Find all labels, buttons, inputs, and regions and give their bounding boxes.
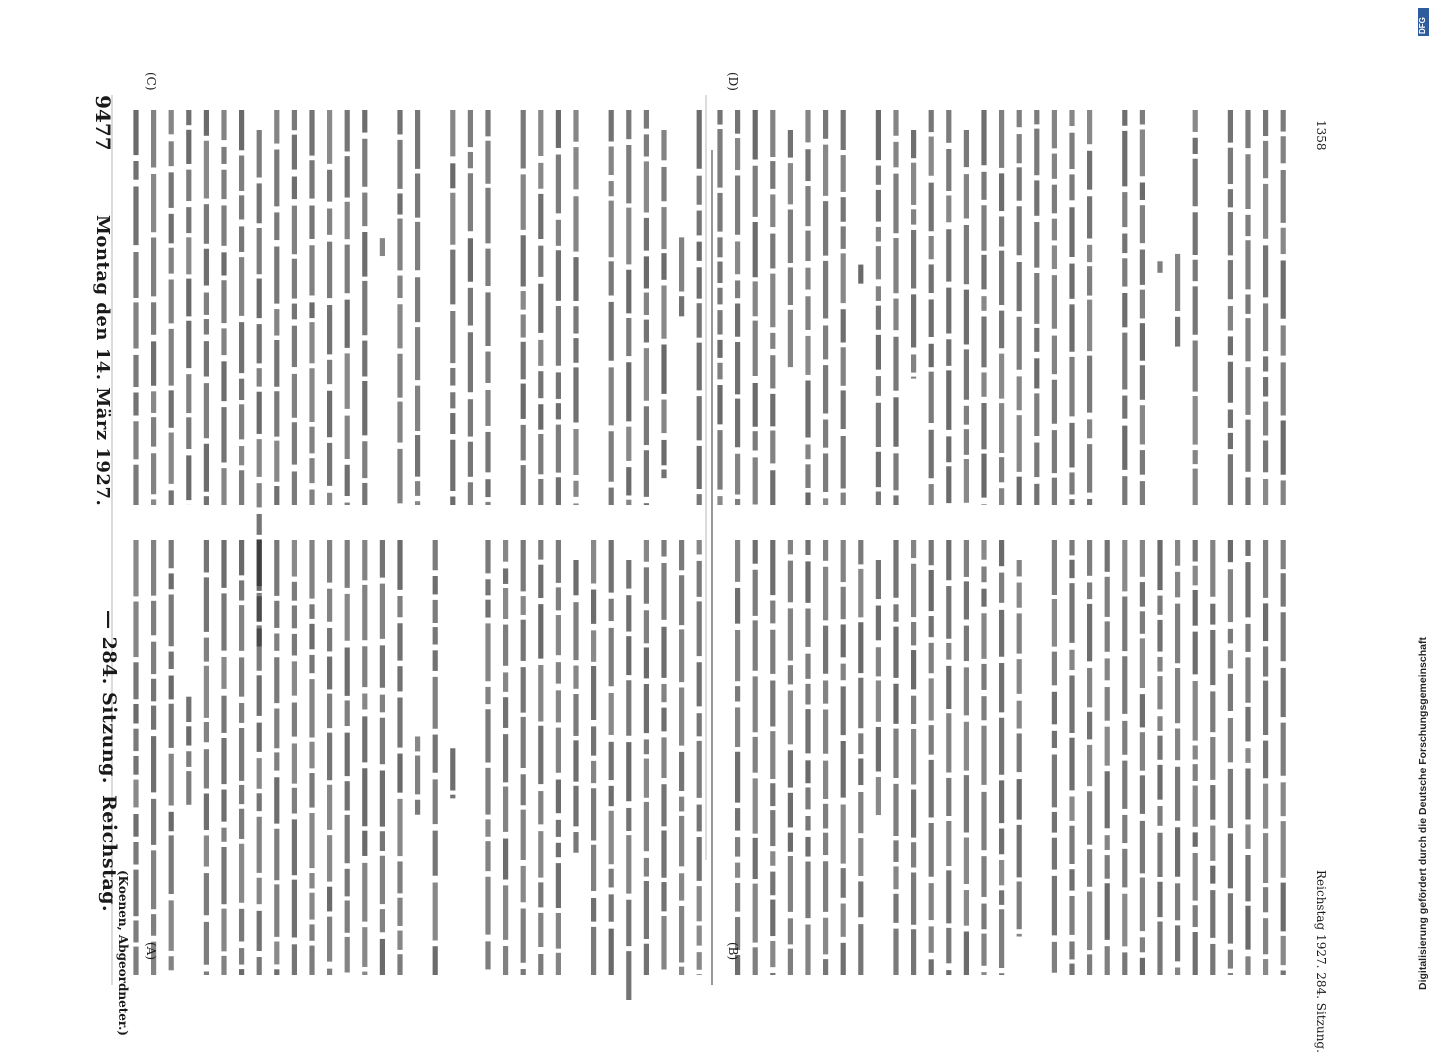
- dfg-logo-text: DFG: [1418, 17, 1427, 34]
- right-column-text: [720, 110, 1283, 975]
- header-chamber: Reichstag.: [98, 795, 120, 913]
- footer-right: 1358: [1314, 120, 1328, 151]
- left-column-text: [136, 110, 699, 1000]
- page-number: 9477: [91, 95, 115, 151]
- margin-marker-c: (C): [144, 72, 158, 91]
- margin-marker-b: (B): [726, 942, 740, 961]
- header-session: — 284. Sitzung.: [98, 610, 120, 785]
- margin-marker-a: (A): [144, 942, 158, 961]
- header-date: Montag den 14. März 1927.: [92, 215, 113, 507]
- digitization-credit: Digitalisierung gefördert durch die Deutsche Forschungsgemeinschaft: [1417, 637, 1429, 990]
- footer-left: Reichstag 1927. 284. Sitzung.: [1314, 870, 1328, 1053]
- speaker-tag: (Koenen, Abgeordneter.): [116, 870, 130, 1036]
- margin-marker-d: (D): [726, 72, 740, 91]
